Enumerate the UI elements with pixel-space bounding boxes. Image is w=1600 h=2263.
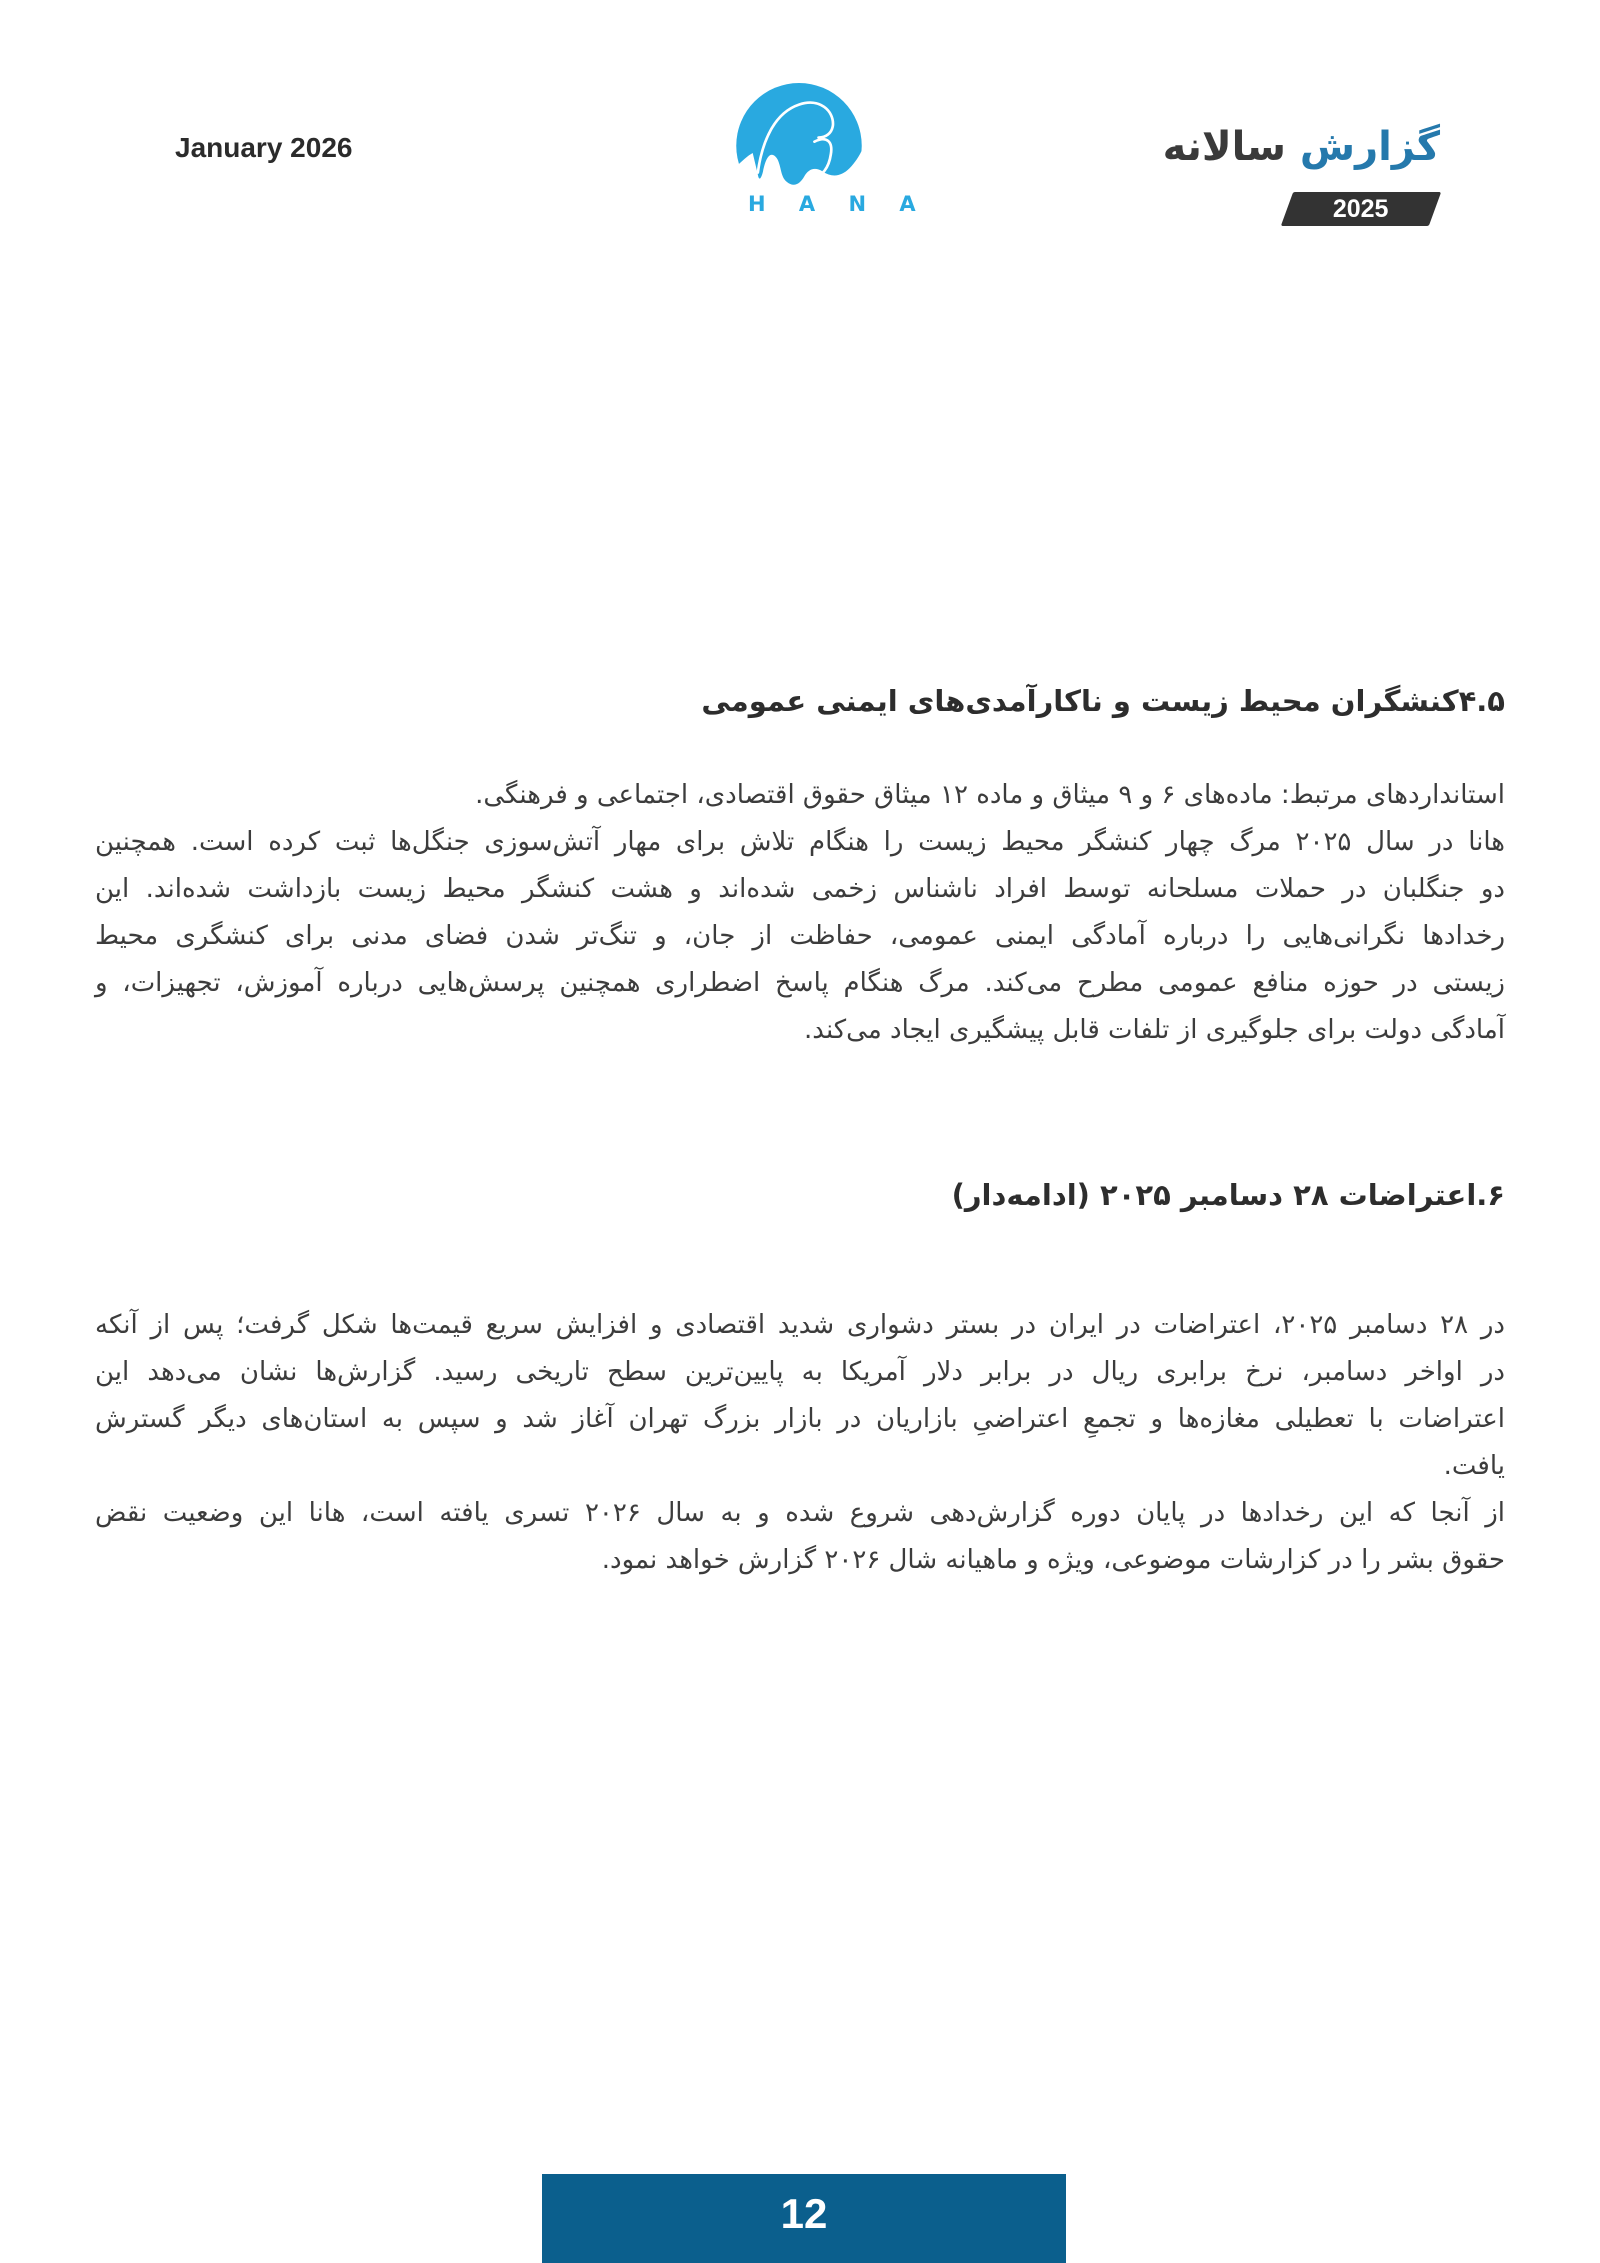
report-title-word-salane: سالانه bbox=[1162, 124, 1286, 170]
page-footer-bar bbox=[542, 2174, 1066, 2263]
text-line: هانا در سال ۲۰۲۵ مرگ چهار کنشگر محیط زیست را هنگام تلاش برای مهار آتش‌سوزی جنگل‌ها ثبت کرده است. همچنین bbox=[95, 827, 1505, 857]
year-badge-label: 2025 bbox=[1333, 194, 1389, 223]
text-line: زیستی در حوزه منافع عمومی مطرح می‌کند. مرگ هنگام پاسخ اضطراری همچنین پرسش‌هایی درباره آموزش، تجهیزات، و bbox=[95, 968, 1505, 998]
issue-date: January 2026 bbox=[175, 132, 353, 163]
text-line: از آنجا که این رخدادها در پایان دوره گزارش‌دهی شروع شده و به سال ۲۰۲۶ تسری یافته است، هانا این وضعیت نقض bbox=[95, 1498, 1505, 1528]
text-line: در ۲۸ دسامبر ۲۰۲۵، اعتراضات در ایران در بستر دشواری شدید اقتصادی و افزایش سریع قیمت‌ها شکل گرفت؛ پس از آنکه bbox=[95, 1310, 1505, 1340]
section-heading-december-protests: ۶.اعتراضات ۲۸ دسامبر ۲۰۲۵ (ادامه‌دار) bbox=[951, 1178, 1505, 1212]
section-paragraph-december-protests bbox=[95, 1302, 1505, 1584]
text-line: رخدادها نگرانی‌هایی را درباره آمادگی ایمنی عمومی، حفاظت از جان، و تنگ‌تر شدن فضای مدنی برای کنشگری محیط bbox=[95, 921, 1505, 951]
hana-logo-text: H A N A bbox=[748, 192, 929, 216]
text-line: اعتراضات با تعطیلی مغازه‌ها و تجمعِ اعتراضیِ بازاریان در بازار بزرگ تهران آغاز شد و سپس به استان‌های دیگر گسترش bbox=[95, 1404, 1505, 1434]
section-heading-environment-activists: ۴.۵کنشگران محیط زیست و ناکارآمدی‌های ایمنی عمومی bbox=[701, 684, 1505, 718]
text-line: یافت. bbox=[1443, 1451, 1505, 1481]
dove-logo-icon bbox=[735, 82, 863, 190]
report-title bbox=[1163, 124, 1440, 170]
text-line: حقوق بشر را در کزارشات موضوعی، ویژه و ماهیانه شال ۲۰۲۶ گزارش خواهد نمود. bbox=[601, 1545, 1505, 1575]
text-line: آمادگی دولت برای جلوگیری از تلفات قابل پیشگیری ایجاد می‌کند. bbox=[804, 1015, 1505, 1045]
report-title-word-gozaresh: گزارش bbox=[1299, 124, 1440, 170]
year-badge bbox=[1281, 192, 1441, 226]
text-line: استانداردهای مرتبط: ماده‌های ۶ و ۹ میثاق و ماده ۱۲ میثاق حقوق اقتصادی، اجتماعی و فرهنگی. bbox=[475, 780, 1505, 810]
page-number: 12 bbox=[780, 2189, 828, 2237]
text-line: دو جنگلبان در حملات مسلحانه توسط افراد ناشناس زخمی شده‌اند و هشت کنشگر محیط زیست بازداشت شده‌اند. این bbox=[95, 874, 1505, 904]
hana-logo bbox=[735, 82, 929, 216]
text-line: در اواخر دسامبر، نرخ برابری ریال در برابر دلار آمریکا به پایین‌ترین سطح تاریخی رسید. گزارش‌ها نشان می‌دهد این bbox=[95, 1357, 1505, 1387]
section-paragraph-environment bbox=[95, 772, 1505, 1054]
